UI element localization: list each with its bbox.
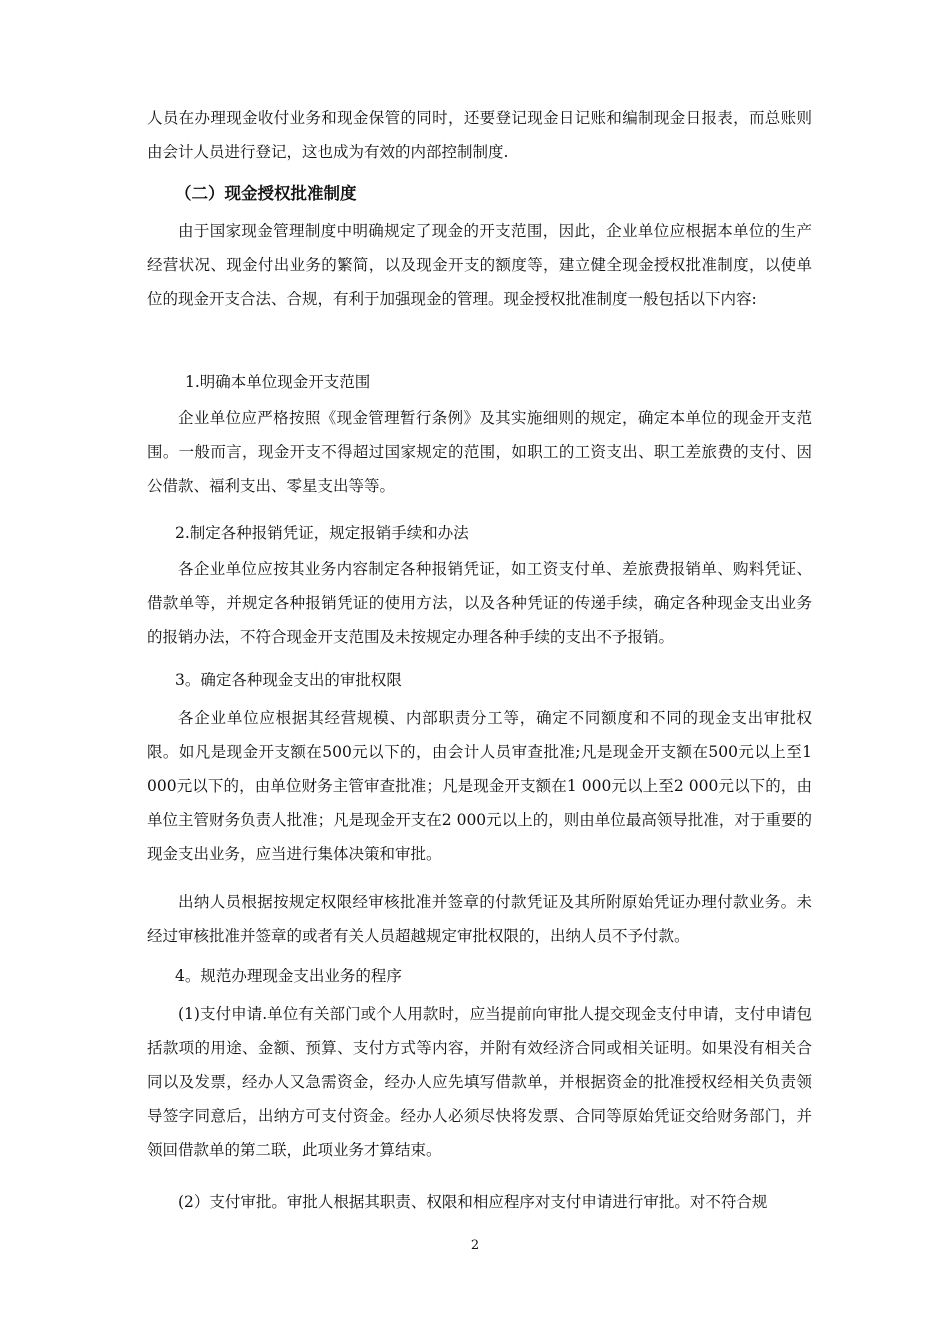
paragraph-1: 人员在办理现金收付业务和现金保管的同时，还要登记现金日记账和编制现金日报表，而总账则由会计人员进行登记，这也成为有效的内部控制制度. [147,109,812,161]
paragraph-8: (2）支付审批。审批人根据其职责、权限和相应程序对支付申请进行审批。对不符合规 [178,1193,768,1211]
paragraph-3: 企业单位应严格按照《现金管理暂行条例》及其实施细则的规定，确定本单位的现金开支范围。一般而言，现金开支不得超过国家规定的范围，如职工的工资支出、职工差旅费的支付、因公借款、福利支出、零星支出等等。 [147,409,812,495]
page-number: 2 [470,1238,480,1253]
subheading-2: 2.制定各种报销凭证，规定报销手续和办法 [175,524,469,542]
paragraph-6: 出纳人员根据按规定权限经审核批准并签章的付款凭证及其所附原始凭证办理付款业务。未经过审核批准并签章的或者有关人员超越规定审批权限的，出纳人员不予付款。 [147,893,812,945]
subheading-4: 4。规范办理现金支出业务的程序 [175,967,402,985]
subheading-1: 1.明确本单位现金开支范围 [185,373,371,391]
paragraph-5: 各企业单位应根据其经营规模、内部职责分工等，确定不同额度和不同的现金支出审批权限。如凡是现金开支额在500元以下的，由会计人员审查批准;凡是现金开支额在500元以上至1 000元以下的，由单位财务主管审查批准；凡是现金开支额在1 000元以上至2 000元以下的，由单位主管财务负责人批准；凡是现金开支在2 000元以上的，则由单位最高领导批准，对于重要的现金支出业务，应当进行集体决策和审批。 [147,709,812,863]
paragraph-2: 由于国家现金管理制度中明确规定了现金的开支范围，因此，企业单位应根据本单位的生产经营状况、现金付出业务的繁简，以及现金开支的额度等，建立健全现金授权批准制度，以使单位的现金开支合法、合规，有利于加强现金的管理。现金授权批准制度一般包括以下内容: [147,222,812,308]
paragraph-4: 各企业单位应按其业务内容制定各种报销凭证，如工资支付单、差旅费报销单、购料凭证、借款单等，并规定各种报销凭证的使用方法，以及各种凭证的传递手续，确定各种现金支出业务的报销办法，不符合现金开支范围及未按规定办理各种手续的支出不予报销。 [147,560,812,646]
paragraph-7: (1)支付申请.单位有关部门或个人用款时，应当提前向审批人提交现金支付申请，支付申请包括款项的用途、金额、预算、支付方式等内容，并附有效经济合同或相关证明。如果没有相关合同以及发票，经办人又急需资金，经办人应先填写借款单，并根据资金的批准授权经相关负责领导签字同意后，出纳方可支付资金。经办人必须尽快将发票、合同等原始凭证交给财务部门，并领回借款单的第二联，此项业务才算结束。 [147,1005,812,1159]
section-heading-2: （二）现金授权批准制度 [175,184,357,203]
subheading-3: 3。确定各种现金支出的审批权限 [175,671,402,689]
